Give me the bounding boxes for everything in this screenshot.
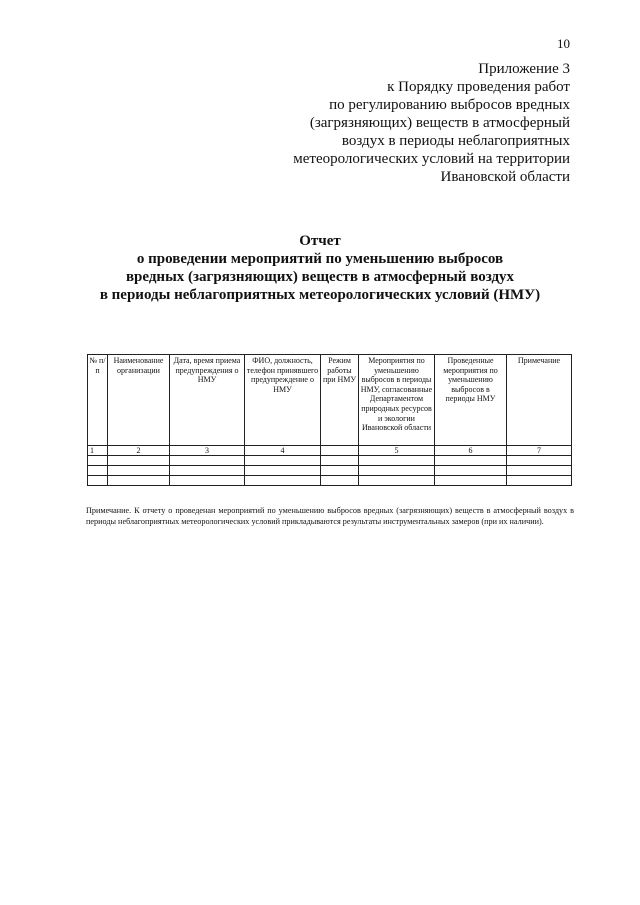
header-cell-planned-measures: Мероприятия по уменьшению выбросов в периоды НМУ, согласованные Департаментом природных ресурсов и экологии Ивановской области — [359, 355, 435, 446]
table-cell — [435, 476, 507, 486]
table-cell — [88, 466, 108, 476]
title-line: в периоды неблагоприятных метеорологических условий (НМУ) — [99, 287, 541, 303]
table-cell — [108, 466, 170, 476]
table-cell — [170, 466, 245, 476]
header-cell-work-mode: Режим работы при НМУ — [321, 355, 359, 446]
column-number: 1 — [88, 446, 108, 456]
title-line: Отчет — [299, 233, 341, 249]
appendix-line: к Порядку проведения работ — [387, 79, 570, 95]
table-cell — [435, 466, 507, 476]
table-cell — [245, 466, 321, 476]
table-cell — [170, 456, 245, 466]
table-row — [88, 466, 572, 476]
table-row — [88, 476, 572, 486]
appendix-line: (загрязняющих) веществ в атмосферный — [309, 115, 570, 131]
title-line: о проведении мероприятий по уменьшению выбросов — [136, 251, 504, 267]
table-cell — [507, 466, 572, 476]
page-number: 10 — [557, 36, 570, 51]
appendix-line: Приложение 3 — [478, 61, 570, 77]
column-number: 2 — [108, 446, 170, 456]
table-cell — [170, 476, 245, 486]
footnote: Примечание. К отчету о проведенан мероприятий по уменьшению выбросов вредных (загрязняющих) веществ в атмосферный воздух в периоды неблагоприятных метеорологических условий прикладываются результаты инструментальных замеров (при их наличии). — [86, 506, 574, 526]
header-cell-organization: Наименование организации — [108, 355, 170, 446]
column-number: 5 — [359, 446, 435, 456]
table-cell — [245, 456, 321, 466]
header-cell-responsible-person: ФИО, должность, телефон принявшего предупреждение о НМУ — [245, 355, 321, 446]
column-number: 3 — [170, 446, 245, 456]
header-cell-date-time: Дата, время приема предупреждения о НМУ — [170, 355, 245, 446]
column-number — [321, 446, 359, 456]
header-cell-note: Примечание — [507, 355, 572, 446]
appendix-line: метеорологических условий на территории — [293, 151, 570, 167]
table-cell — [321, 466, 359, 476]
report-table — [87, 354, 572, 486]
table-cell — [245, 476, 321, 486]
column-numbers-row — [88, 446, 572, 456]
header-cell-performed-measures: Проведенные мероприятия по уменьшению выбросов в периоды НМУ — [435, 355, 507, 446]
column-number: 4 — [245, 446, 321, 456]
table-cell — [435, 456, 507, 466]
table-cell — [359, 476, 435, 486]
appendix-line: по регулированию выбросов вредных — [329, 97, 570, 113]
table-cell — [507, 476, 572, 486]
table-cell — [507, 456, 572, 466]
column-number: 7 — [507, 446, 572, 456]
table-cell — [88, 456, 108, 466]
table-cell — [108, 476, 170, 486]
header-cell-number: № п/п — [88, 355, 108, 446]
table-cell — [321, 476, 359, 486]
table-cell — [359, 466, 435, 476]
table-cell — [321, 456, 359, 466]
appendix-line: воздух в периоды неблагоприятных — [341, 133, 570, 149]
table-row — [88, 456, 572, 466]
report-title — [60, 232, 580, 304]
appendix-header — [250, 60, 570, 186]
table-cell — [88, 476, 108, 486]
appendix-line: Ивановской области — [440, 169, 570, 185]
title-line: вредных (загрязняющих) веществ в атмосферный воздух — [125, 269, 515, 285]
table-cell — [108, 456, 170, 466]
column-number: 6 — [435, 446, 507, 456]
table-cell — [359, 456, 435, 466]
